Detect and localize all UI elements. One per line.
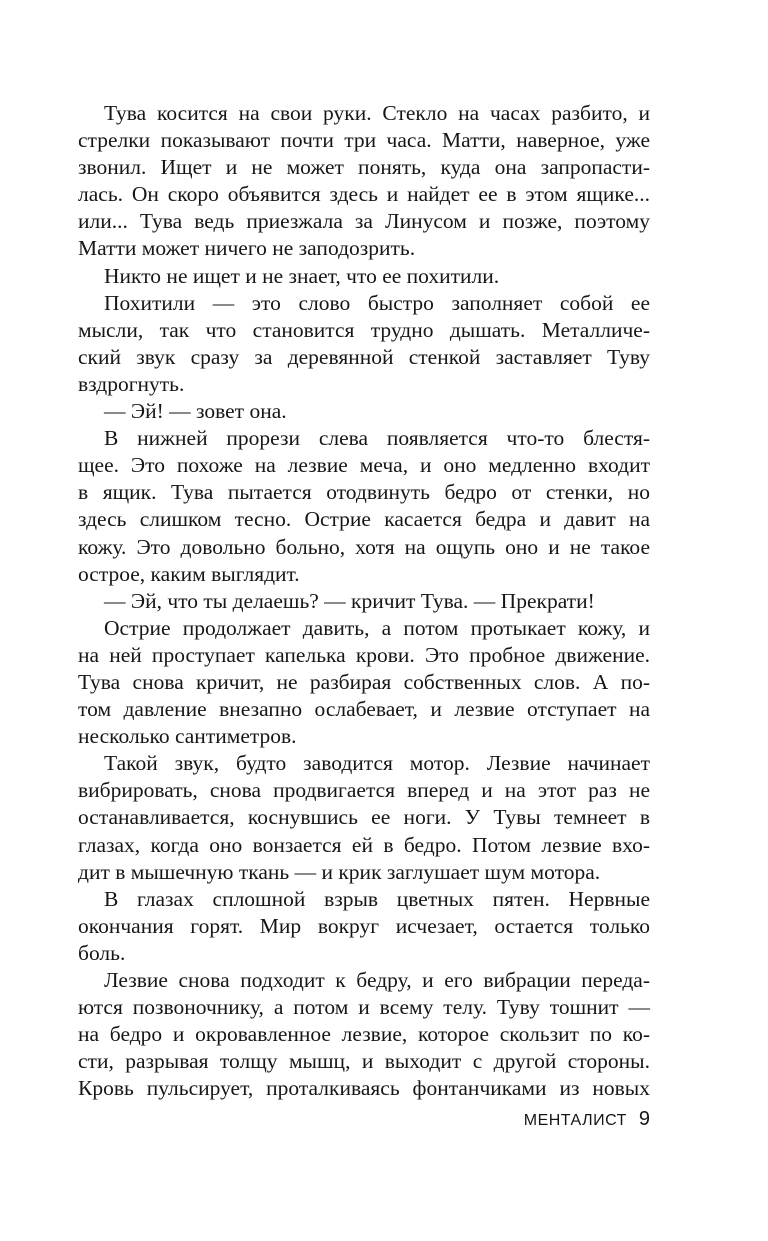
text-line: стрелки показывают почти три часа. Матти, наверное, уже [78,128,650,153]
text-line: здесь слишком тесно. Острие касается бедра и давит на [78,507,650,532]
text-line: Тува снова кричит, не разбирая собственных слов. А по- [78,669,650,694]
text-line: вздрогнуть. [78,371,185,396]
text-line: лась. Он скоро объявится здесь и найдет ее в этом ящике... [78,182,650,207]
text-line: Острие продолжает давить, а потом протыкает кожу, и [104,615,650,640]
text-line: глазах, когда оно вонзается ей в бедро. Потом лезвие вхо- [78,832,650,857]
paragraph [78,588,650,615]
running-head: МЕНТАЛИСТ [523,1112,627,1129]
paragraph [78,886,650,967]
text-line: том давление внезапно ослабевает, и лезвие отступает на [78,697,650,722]
text-line: щее. Это похоже на лезвие меча, и оно медленно входит [78,453,650,478]
text-line: или... Тува ведь приезжала за Линусом и позже, поэтому [78,209,650,234]
text-line: Лезвие снова подходит к бедру, и его вибрации переда- [104,968,650,992]
text-line: острое, каким выглядит. [78,561,300,586]
text-line: В глазах сплошной взрыв цветных пятен. Нервные [104,886,650,911]
paragraph [78,398,650,425]
text-line: — Эй! — зовет она. [104,399,287,424]
paragraph [78,750,650,885]
text-line: окончания горят. Мир вокруг исчезает, остается только [78,913,650,938]
text-line: Такой звук, будто заводится мотор. Лезвие начинает [104,751,650,776]
text-line: мысли, так что становится трудно дышать. Металличе- [78,317,650,342]
text-line: останавливается, коснувшись ее ноги. У Тувы темнеет в [78,805,650,830]
text-line: кожу. Это довольно больно, хотя на ощупь оно и не такое [78,534,650,559]
paragraph [78,615,650,750]
paragraph [78,967,650,1102]
text-line: Матти может ничего не заподозрить. [78,236,416,261]
text-line: ский звук сразу за деревянной стенкой заставляет Туву [78,344,650,369]
page-footer [78,1108,650,1136]
text-line: звонил. Ищет и не может понять, куда она запропасти- [78,155,650,180]
page-number: 9 [638,1108,650,1130]
body-text [78,100,650,1102]
paragraph [78,290,650,398]
text-line: Никто не ищет и не знает, что ее похитили. [104,263,500,288]
text-line: Похитили — это слово быстро заполняет собой ее [104,290,650,315]
paragraph [78,263,650,290]
text-line: В нижней прорези слева появляется что-то блестя- [104,426,650,451]
paragraph [78,100,650,263]
text-line: сти, разрывая толщу мышц, и выходит с другой стороны. [78,1049,650,1074]
text-line: на ней проступает капелька крови. Это пробное движение. [78,642,650,667]
text-line: ются позвоночнику, а потом и всему телу. Туву тошнит — [78,995,650,1020]
text-line: Тува косится на свои руки. Стекло на часах разбито, и [104,101,650,125]
paragraph [78,425,650,588]
text-line: боль. [78,940,126,965]
text-line: Кровь пульсирует, проталкиваясь фонтанчиками из новых [78,1076,650,1101]
text-line: на бедро и окровавленное лезвие, которое скользит по ко- [78,1022,650,1047]
text-line: — Эй, что ты делаешь? — кричит Тува. — Прекрати! [104,588,595,613]
text-line: вибрировать, снова продвигается вперед и на этот раз не [78,778,650,803]
text-line: в ящик. Тува пытается отодвинуть бедро от стенки, но [78,480,650,505]
text-line: дит в мышечную ткань — и крик заглушает шум мотора. [78,859,601,884]
text-line: несколько сантиметров. [78,724,297,749]
